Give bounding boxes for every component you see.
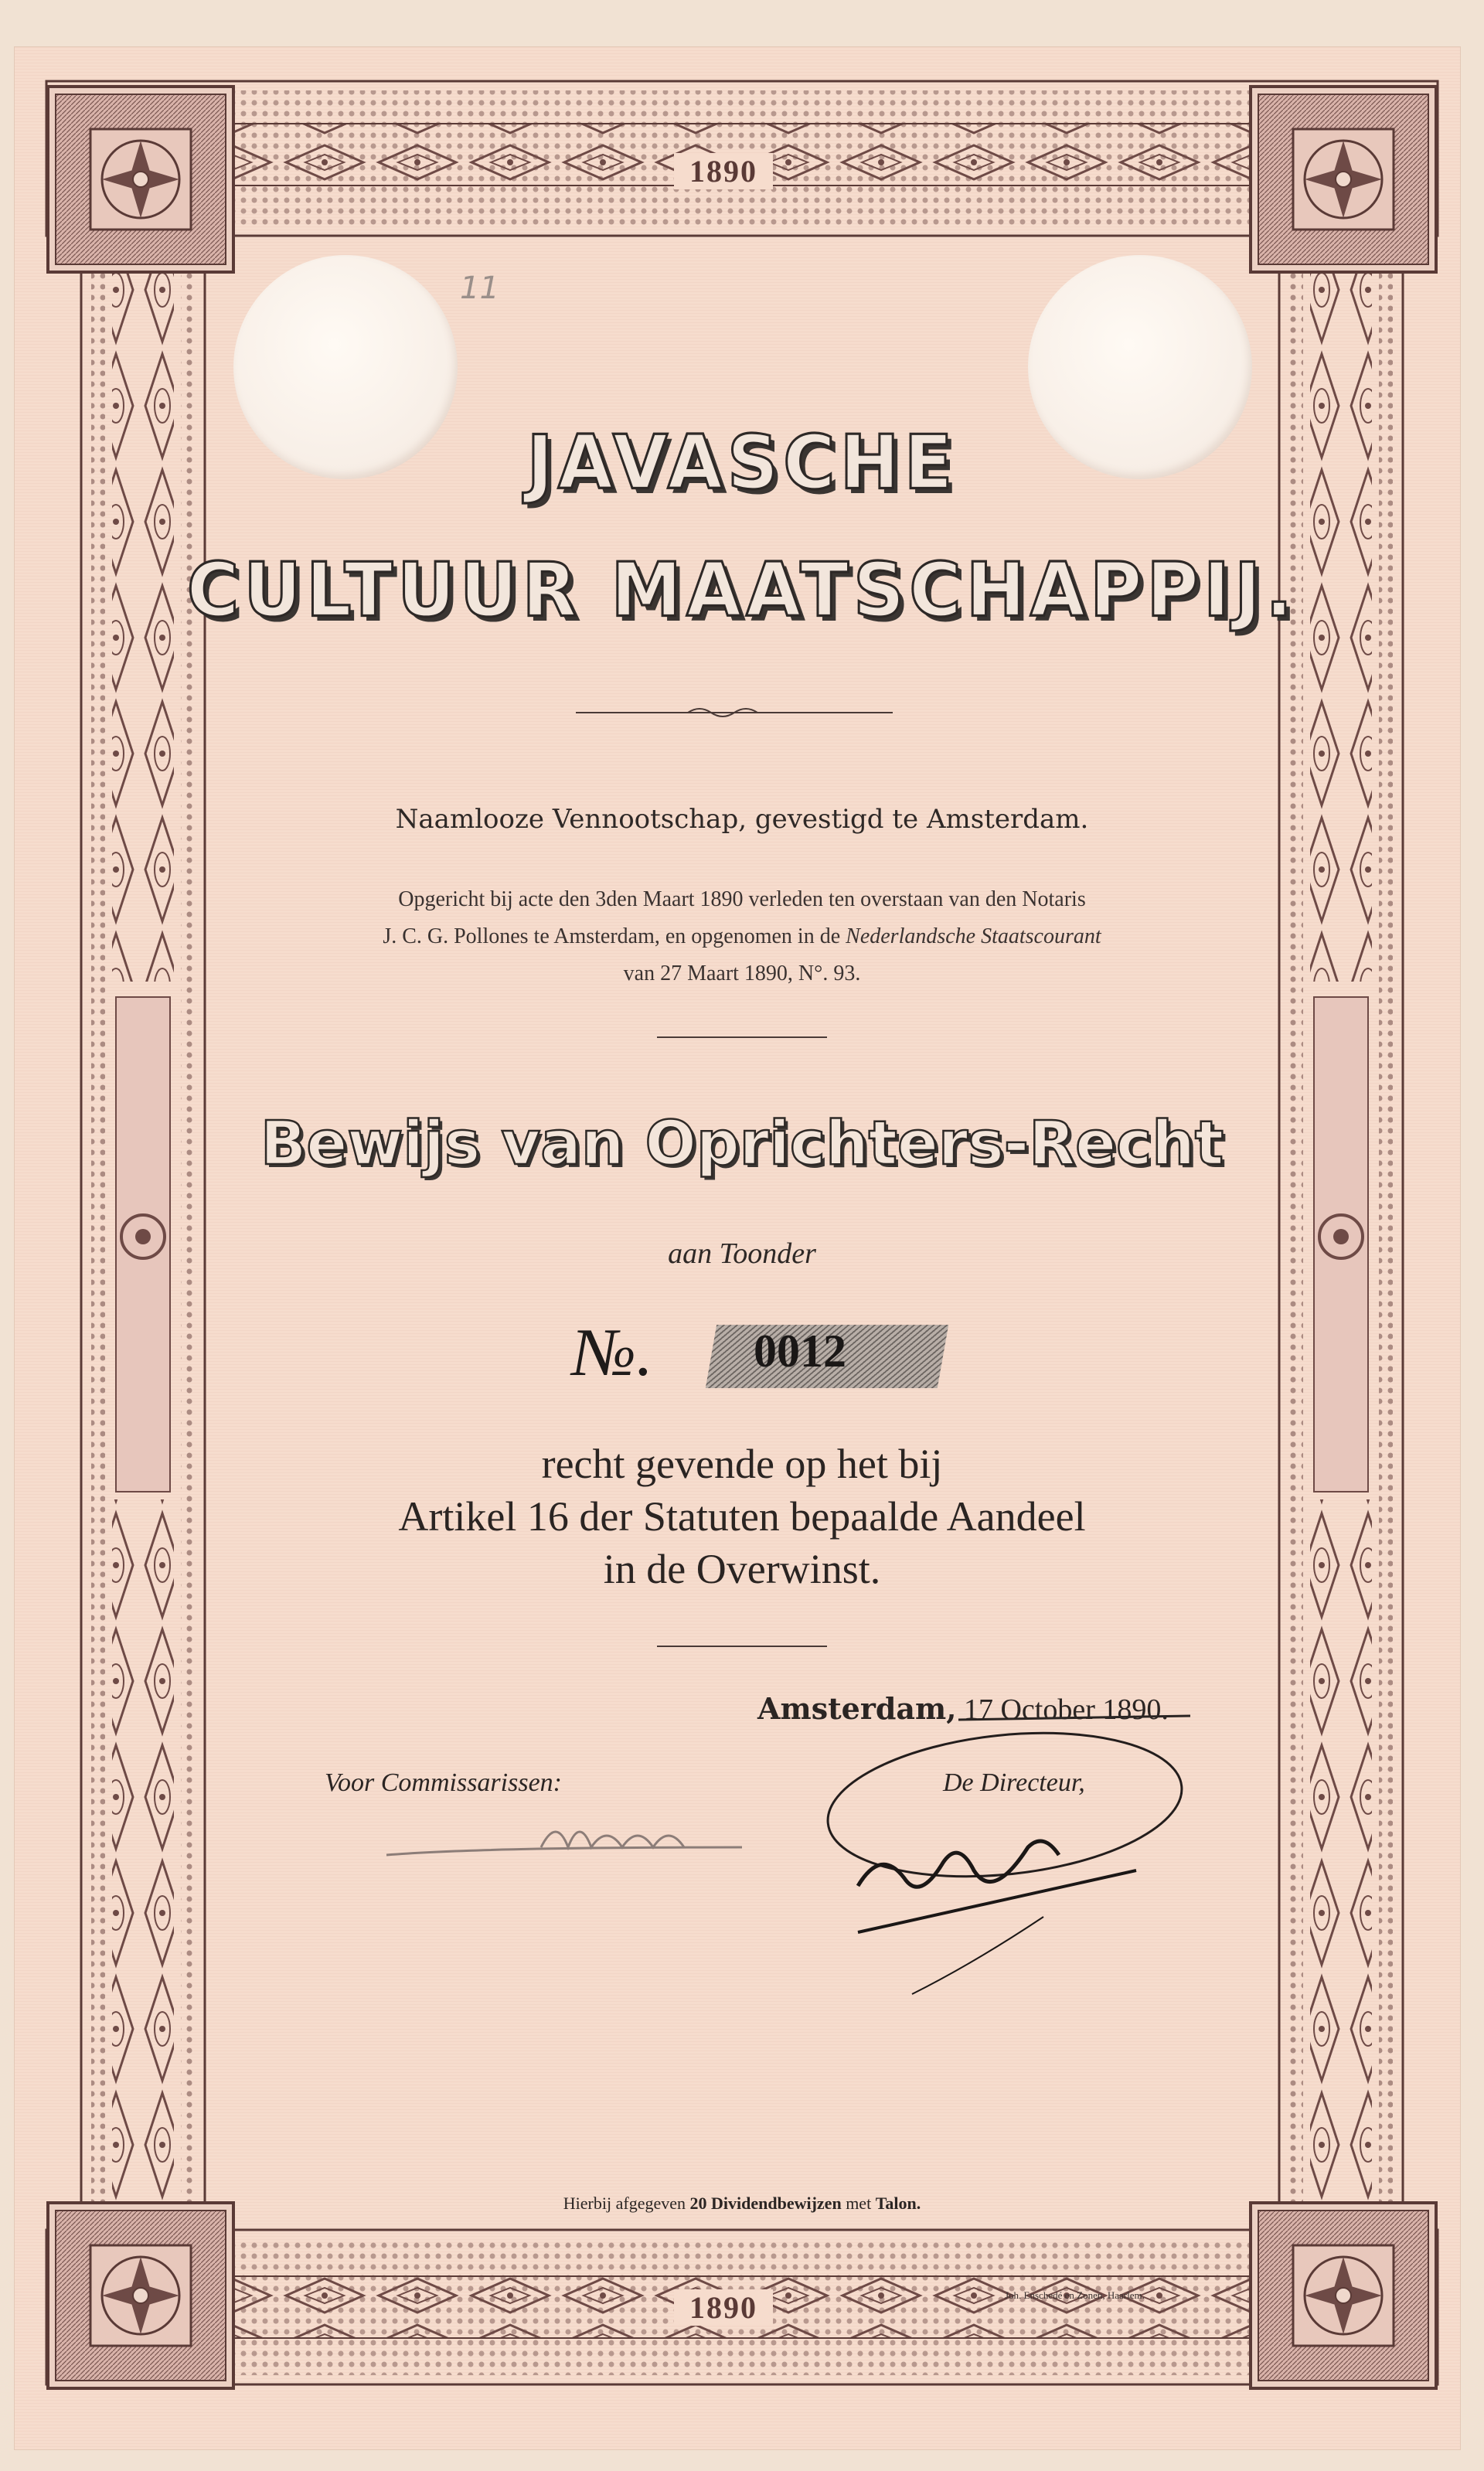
coupons-note-prefix: Hierbij afgegeven [563, 2194, 686, 2213]
year-mark-bottom: 1890 [674, 2289, 773, 2326]
coupons-note-mid: met [846, 2194, 872, 2213]
director-label: De Directeur, [943, 1768, 1085, 1797]
founding-details [0, 881, 1484, 992]
entitlement-line-3: in de Overwinst. [603, 1546, 881, 1592]
founding-line-3: van 27 Maart 1890, N°. 93. [623, 962, 861, 985]
printer-imprint: Joh. Enschedé en Zonen, Haarlem. [1005, 2289, 1145, 2301]
founding-line-2-text: J. C. G. Pollones te Amsterdam, en opgenomen in de [383, 924, 841, 948]
entitlement-line-1: recht gevende op het bij [541, 1441, 943, 1487]
entitlement-text [0, 1438, 1484, 1595]
company-type: Naamlooze Vennootschap, gevestigd te Amsterdam. [395, 804, 1089, 835]
commissioners-label: Voor Commissarissen: [325, 1768, 562, 1797]
coupons-talon: Talon. [875, 2194, 921, 2213]
entitlement-line-2: Artikel 16 der Statuten bepaalde Aandeel [398, 1493, 1086, 1540]
founding-line-1: Opgericht bij acte den 3den Maart 1890 verleden ten overstaan van den Notaris [398, 887, 1086, 911]
year-mark-top: 1890 [674, 153, 773, 189]
coupons-count: 20 Dividendbewijzen [689, 2194, 842, 2213]
staatscourant-name: Nederlandsche Staatscourant [846, 924, 1101, 948]
company-title-line1: JAVASCHE [526, 419, 958, 506]
number-value: 0012 [754, 1326, 846, 1377]
company-title-line2: CULTUUR MAATSCHAPPIJ. [186, 546, 1298, 634]
document-type-heading: Bewijs van Oprichters-Recht [260, 1109, 1224, 1179]
founding-line-2 [0, 918, 1484, 955]
number-sign: №. [572, 1315, 653, 1390]
issue-date: 17 October 1890. [963, 1693, 1169, 1726]
place-name: Amsterdam, [757, 1691, 957, 1726]
pencil-note: 11 [460, 271, 499, 306]
bearer-label: aan Toonder [668, 1237, 816, 1270]
coupons-note [0, 2194, 1484, 2214]
place-date [757, 1691, 1169, 1727]
